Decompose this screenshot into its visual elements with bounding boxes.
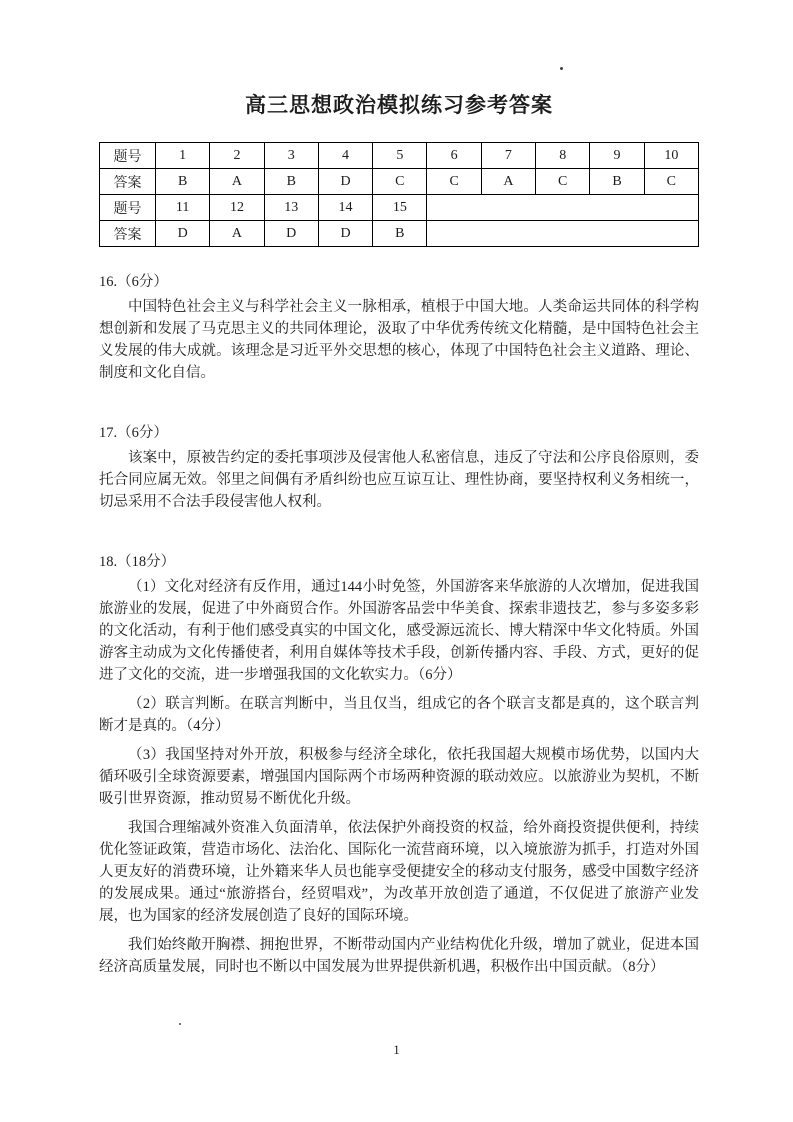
- answer-cell: C: [644, 169, 698, 195]
- document-content: [99, 92, 699, 978]
- answer-table: [99, 142, 699, 247]
- answer-cell: C: [373, 169, 427, 195]
- section-paragraph: 该案中，原被告约定的委托事项涉及侵害他人私密信息，违反了守法和公序良俗原则，委托合同应属无效。邻里之间偶有矛盾纠纷也应互谅互让、理性协商，要坚持权利义务相统一，切忌采用不合法手段侵害他人权利。: [99, 450, 699, 510]
- answer-cell: A: [481, 169, 535, 195]
- section-paragraph: 我国合理缩减外资准入负面清单，依法保护外商投资的权益，给外商投资提供便利，持续优化签证政策，营造市场化、法治化、国际化一流营商环境，以入境旅游为抓手，打造对外国人更友好的消费环境，让外籍来华人员也能享受便捷安全的移动支付服务，感受中国数字经济的发展成果。通过“旅游搭台，经贸唱戏”，为改革开放创造了通道，不仅促进了旅游产业发展，也为国家的经济发展创造了良好的国际环境。: [99, 820, 699, 924]
- answer-cell: C: [427, 169, 481, 195]
- answer-table-row: [100, 221, 699, 247]
- answer-cell: 6: [427, 143, 481, 169]
- answer-section: [99, 271, 699, 384]
- answer-cell: B: [590, 169, 644, 195]
- answer-cell: 4: [318, 143, 372, 169]
- empty-cell: [427, 195, 699, 221]
- answer-cell: 10: [644, 143, 698, 169]
- answer-cell: D: [318, 169, 372, 195]
- answer-cell: 14: [318, 195, 372, 221]
- answer-table-row: [100, 169, 699, 195]
- answer-sections: [99, 271, 699, 978]
- answer-cell: A: [210, 221, 264, 247]
- answer-cell: 2: [210, 143, 264, 169]
- row-label-cell: 答案: [100, 221, 156, 247]
- section-paragraph: （1）文化对经济有反作用，通过144小时免签，外国游客来华旅游的人次增加，促进我国旅游业的发展，促进了中外商贸合作。外国游客品尝中华美食、探索非遗技艺，参与多姿多彩的文化活动，有利于他们感受真实的中国文化，感受源远流长、博大精深中华文化特质。外国游客主动成为文化传播使者，利用自媒体等技术手段，创新传播内容、手段、方式，更好的促进了文化的交流，进一步增强我国的文化软实力。（6分）: [99, 579, 699, 683]
- answer-cell: C: [536, 169, 590, 195]
- answer-cell: B: [264, 169, 318, 195]
- answer-cell: 8: [536, 143, 590, 169]
- answer-cell: 12: [210, 195, 264, 221]
- answer-cell: 5: [373, 143, 427, 169]
- answer-cell: D: [318, 221, 372, 247]
- section-heading: 17.（6分）: [99, 425, 168, 441]
- row-label-cell: 答案: [100, 169, 156, 195]
- answer-table-row: [100, 195, 699, 221]
- answer-cell: D: [156, 221, 210, 247]
- section-paragraph: 中国特色社会主义与科学社会主义一脉相承，植根于中国大地。人类命运共同体的科学构想创新和发展了马克思主义的共同体理论，汲取了中华优秀传统文化精髓，是中国特色社会主义发展的伟大成就。该理念是习近平外交思想的核心，体现了中国特色社会主义道路、理论、制度和文化自信。: [99, 299, 699, 381]
- answer-cell: 1: [156, 143, 210, 169]
- answer-cell: 9: [590, 143, 644, 169]
- row-label-cell: 题号: [100, 143, 156, 169]
- section-paragraph: 我们始终敞开胸襟、拥抱世界，不断带动国内产业结构优化升级，增加了就业，促进本国经济高质量发展，同时也不断以中国发展为世界提供新机遇，积极作出中国贡献。（8分）: [99, 937, 699, 975]
- answer-table-row: [100, 143, 699, 169]
- section-heading: 18.（18分）: [99, 554, 176, 570]
- answer-cell: D: [264, 221, 318, 247]
- answer-cell: A: [210, 169, 264, 195]
- answer-cell: B: [156, 169, 210, 195]
- answer-cell: 13: [264, 195, 318, 221]
- answer-section: [99, 551, 699, 978]
- answer-cell: 3: [264, 143, 318, 169]
- section-paragraph: （3）我国坚持对外开放，积极参与经济全球化，依托我国超大规模市场优势，以国内大循环吸引全球资源要素，增强国内国际两个市场两种资源的联动效应。以旅游业为契机，不断吸引世界资源，推动贸易不断优化升级。: [99, 747, 699, 807]
- stray-mark-bottom: [179, 1023, 181, 1025]
- row-label-cell: 题号: [100, 195, 156, 221]
- empty-cell: [427, 221, 699, 247]
- answer-cell: B: [373, 221, 427, 247]
- answer-cell: 11: [156, 195, 210, 221]
- section-heading: 16.（6分）: [99, 274, 168, 290]
- section-paragraph: （2）联言判断。在联言判断中，当且仅当，组成它的各个联言支都是真的，这个联言判断才是真的。（4分）: [99, 696, 699, 734]
- answer-cell: 15: [373, 195, 427, 221]
- answer-section: [99, 422, 699, 513]
- page-title: 高三思想政治模拟练习参考答案: [245, 93, 553, 117]
- answer-cell: 7: [481, 143, 535, 169]
- stray-mark-top: [560, 67, 563, 70]
- page-number: 1: [393, 1042, 400, 1057]
